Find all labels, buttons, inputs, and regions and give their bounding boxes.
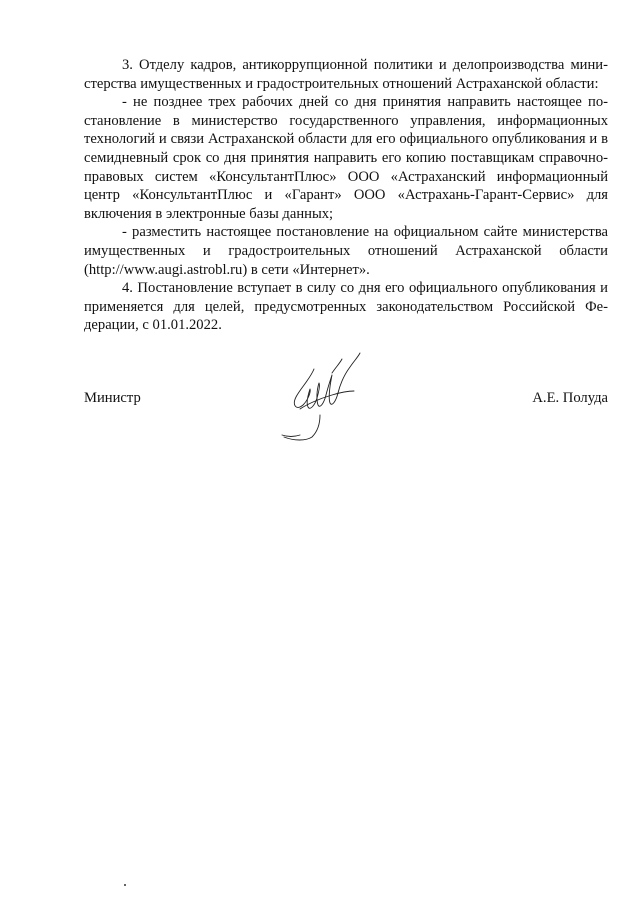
paragraph-item-3: 3. Отделу кадров, антикоррупционной политики и делопроизводства министерства имущественных и градостроительных отношений Астраханской области: [84, 57, 608, 92]
paragraph-item-4: 4. Постановление вступает в силу со дня его официального опубликования и применяется для целей, предусмотренных законодательством Российской Федерации, с 01.01.2022. [84, 280, 608, 334]
signer-name: А.Е. Полуда [532, 390, 608, 406]
document-body [84, 56, 608, 335]
scan-dot-mark [124, 884, 126, 886]
paragraph-publication-order: - не позднее трех рабочих дней со дня принятия направить настоящее постановление в министерство государственного управления, информационных технологий и связи Астраханской области для его официального опубликования и в семидневный срок со дня принятия направить его копию поставщикам справочно-правовых систем «КонсультантПлюс» ООО «Астраханский информационный центр «КонсультантПлюс и «Гарант» ООО «Астрахань-Гарант-Сервис» для включения в электронные базы данных; [84, 94, 608, 222]
paragraph-website-placement: - разместить настоящее постановление на официальном сайте министерства имущественных и градостроительных отношений Астраханской области (http://www.augi.astrobl.ru) в сети «Интернет». [84, 224, 608, 278]
signature-row [84, 389, 608, 409]
signer-position-title: Министр [84, 390, 141, 406]
